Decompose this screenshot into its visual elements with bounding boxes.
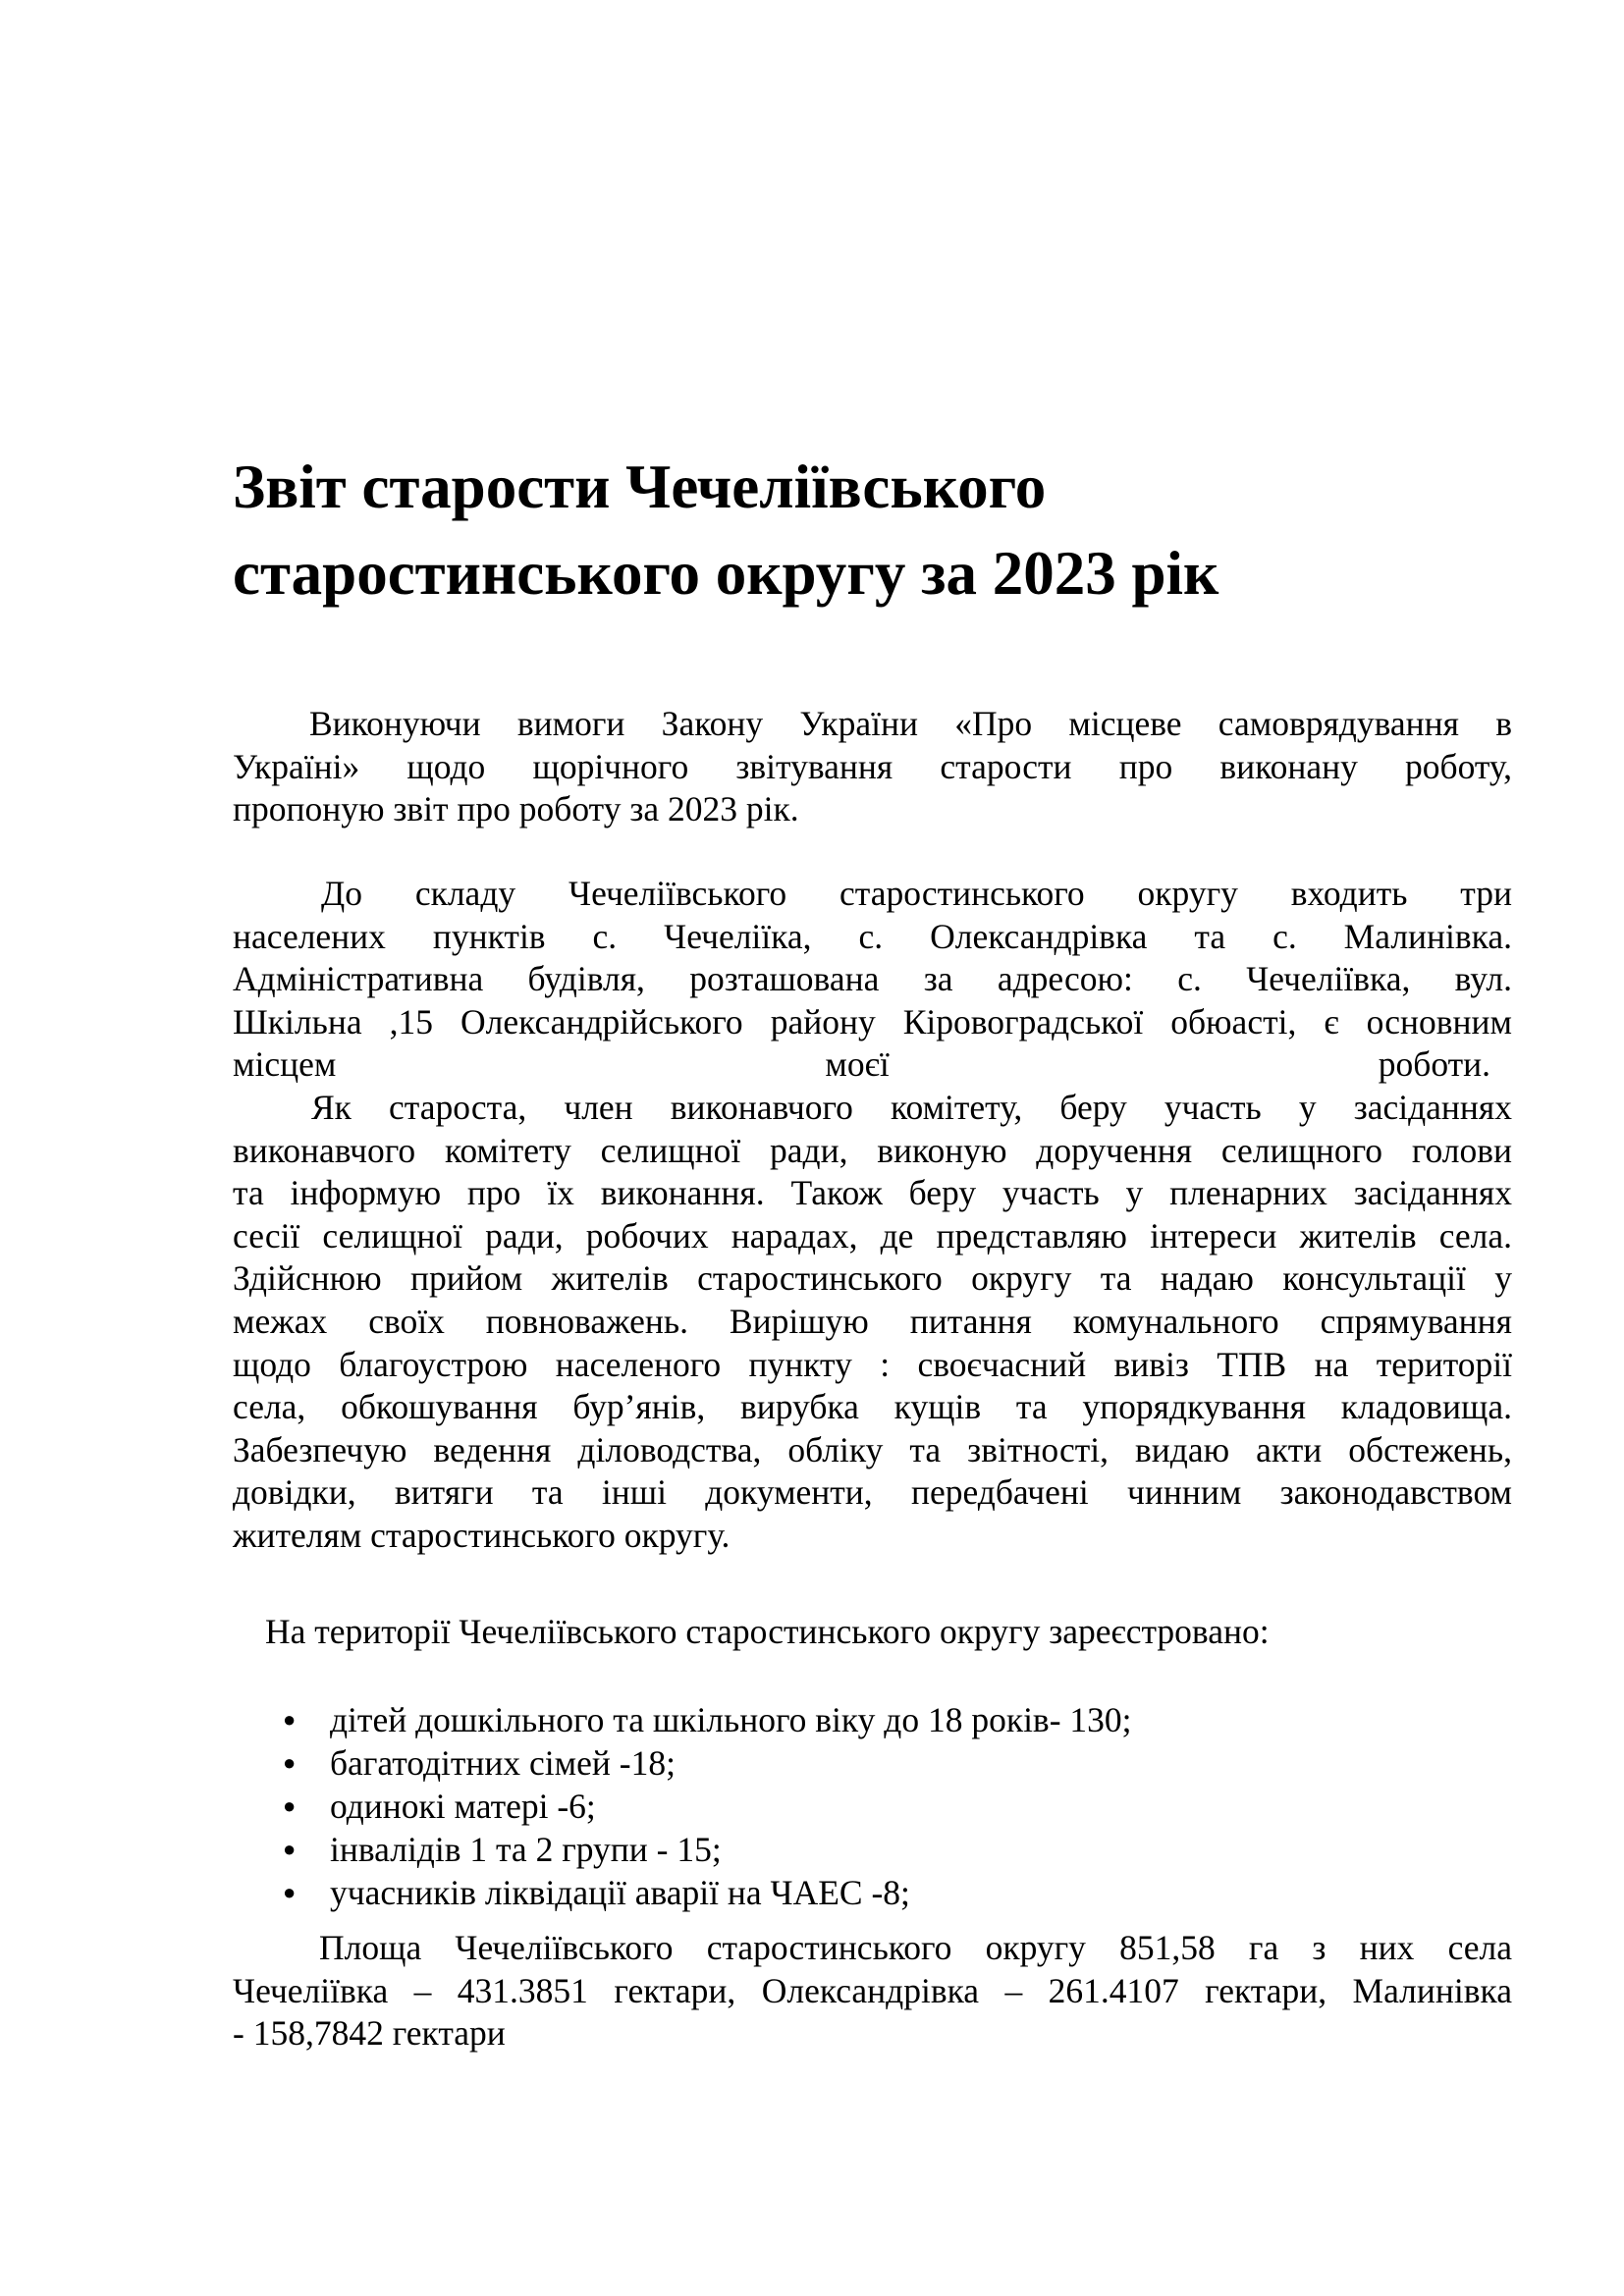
duties-line-3: та інформую про їх виконання. Також беру участь у пленарних засіданнях: [233, 1173, 1512, 1213]
area-line-2: Чечеліївка – 431.3851 гектари, Олександрівка – 261.4107 гектари, Малинівка: [233, 1970, 1512, 2010]
list-item: [275, 1871, 1132, 1914]
duties-line-8: села, обкошування бур’янів, вирубка кущів та упорядкування кладовища.: [233, 1387, 1512, 1427]
bullet-icon: ●: [283, 1750, 297, 1775]
bullet-icon: ●: [283, 1707, 297, 1732]
duties-line-1: Як староста, член виконавчого комітету, беру участь у засіданнях: [311, 1088, 1512, 1127]
bullet-icon: ●: [283, 1880, 297, 1904]
list-item-text: одинокі матері -6;: [330, 1787, 596, 1826]
intro-line-3: пропоную звіт про роботу за 2023 рік.: [233, 789, 799, 829]
duties-line-11: жителям старостинського округу.: [233, 1515, 731, 1555]
intro-paragraph: [233, 703, 1512, 831]
title-line-2: старостинського округу за 2023 рік: [233, 539, 1219, 608]
duties-line-4: сесії селищної ради, робочих нарадах, де представляю інтереси жителів села.: [233, 1215, 1512, 1255]
registered-heading: На території Чечеліївського старостинського округу зареєстровано:: [265, 1612, 1270, 1651]
duties-line-6: межах своїх повноважень. Вирішую питання комунального спрямування: [233, 1301, 1512, 1341]
duties-line-10: довідки, витяги та інші документи, передбачені чинним законодавством: [233, 1472, 1512, 1513]
district-line-5: місцем моєї роботи.: [233, 1044, 1490, 1085]
duties-line-5: Здійснюю прийом жителів старостинського округу та надаю консультації у: [233, 1258, 1512, 1299]
district-composition-paragraph: [233, 873, 1512, 1087]
district-line-1: До складу Чечеліївського старостинського округу входить три: [321, 874, 1512, 913]
district-line-2: населених пунктів с. Чечеліїка, с. Олександрівка та с. Малинівка.: [233, 916, 1512, 956]
intro-line-1: Виконуючи вимоги Закону України «Про місцеве самоврядування в: [309, 704, 1512, 743]
title-line-1: Звіт старости Чечеліївського: [233, 453, 1047, 521]
area-paragraph: [233, 1927, 1512, 2056]
area-line-3: - 158,7842 гектари: [233, 2013, 506, 2054]
list-item-text: інвалідів 1 та 2 групи - 15;: [330, 1830, 722, 1869]
duties-paragraph: [233, 1087, 1512, 1558]
list-item: [275, 1785, 1132, 1828]
bullet-icon: ●: [283, 1793, 297, 1818]
duties-line-7: щодо благоустрою населеного пункту : своєчасний вивіз ТПВ на території: [233, 1344, 1512, 1384]
list-item-text: багатодітних сімей -18;: [330, 1743, 676, 1783]
list-item-text: дітей дошкільного та шкільного віку до 18 років- 130;: [330, 1700, 1132, 1739]
document-title: [233, 444, 1411, 616]
list-item-text: учасників ліквідації аварії на ЧАЕС -8;: [330, 1873, 910, 1912]
duties-line-2: виконавчого комітету селищної ради, виконую доручення селищного голови: [233, 1130, 1512, 1170]
registered-list: [275, 1698, 1132, 1914]
area-line-1: Площа Чечеліївського старостинського округу 851,58 га з них села: [319, 1928, 1512, 1967]
district-line-3: Адміністративна будівля, розташована за адресою: с. Чечеліївка, вул.: [233, 959, 1512, 999]
intro-line-2: Україні» щодо щорічного звітування старости про виконану роботу,: [233, 746, 1512, 786]
list-item: [275, 1741, 1132, 1785]
district-line-4: Шкільна ,15 Олександрійського району Кіровоградської обюасті, є основним: [233, 1001, 1512, 1041]
duties-line-9: Забезпечую ведення діловодства, обліку та звітності, видаю акти обстежень,: [233, 1429, 1512, 1469]
bullet-icon: ●: [283, 1837, 297, 1861]
list-item: [275, 1698, 1132, 1741]
list-item: [275, 1828, 1132, 1871]
